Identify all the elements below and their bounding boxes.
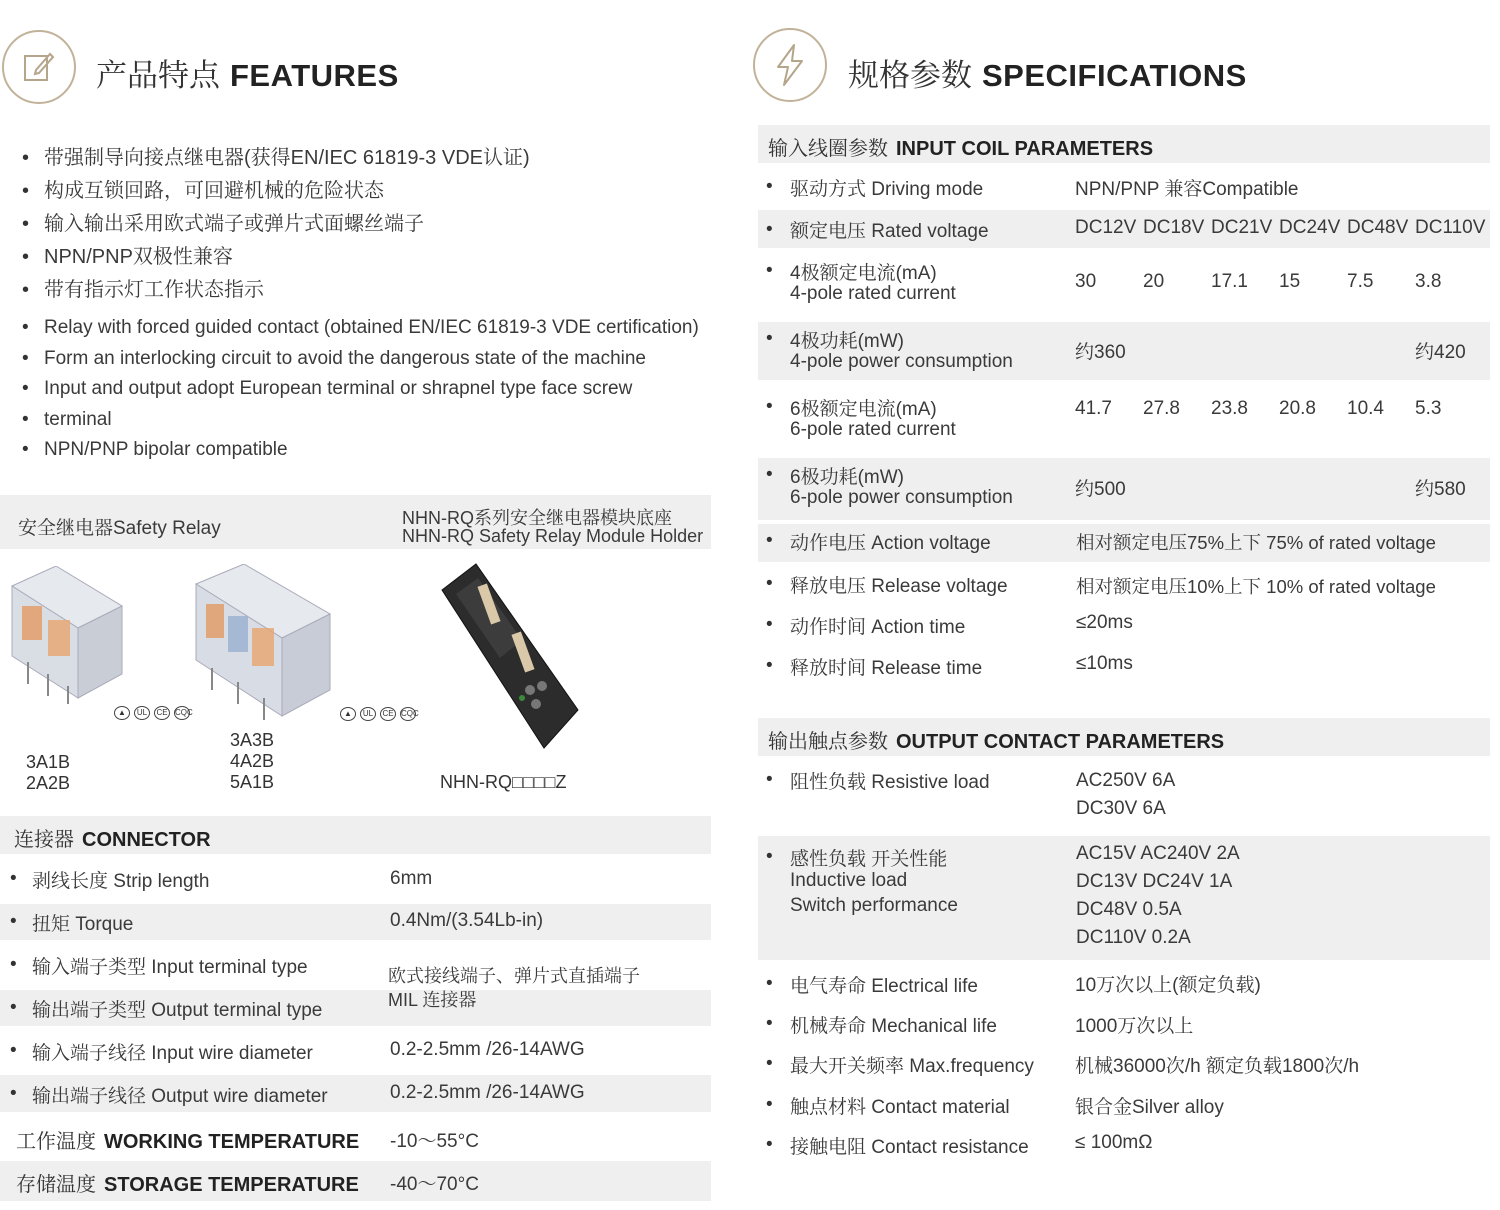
- strip-length-value: 6mm: [390, 868, 433, 889]
- input-coil-title: 输入线圈参数 INPUT COIL PARAMETERS: [768, 138, 1154, 160]
- pole4-power-label-cn: 4极功耗(mW): [790, 331, 904, 352]
- working-temp-label: 工作温度 WORKING TEMPERATURE: [16, 1131, 360, 1153]
- pole4-current-label-cn: 4极额定电流(mA): [790, 263, 937, 284]
- bullet: •: [766, 1094, 773, 1115]
- release-time-label: 释放时间 Release time: [790, 658, 983, 679]
- pole4-current-value: 30: [1075, 271, 1097, 292]
- pole6-current-label-en: 6-pole rated current: [790, 419, 956, 440]
- features-icon-ring: [2, 30, 76, 104]
- pole6-current-value: 27.8: [1143, 398, 1180, 419]
- resistive-load-value: DC30V 6A: [1076, 798, 1166, 819]
- rated-voltage-value: DC48V: [1347, 217, 1409, 238]
- max-frequency-value: 机械36000次/h 额定负载1800次/h: [1075, 1056, 1360, 1077]
- inductive-load-label-en1: Inductive load: [790, 870, 908, 891]
- bullet: •: [10, 1040, 17, 1061]
- pole6-current-value: 20.8: [1279, 398, 1316, 419]
- pole6-current-value: 10.4: [1347, 398, 1384, 419]
- pole6-power-value-a: 约500: [1075, 479, 1126, 500]
- rated-voltage-label: 额定电压 Rated voltage: [790, 221, 989, 242]
- bullet: •: [766, 328, 773, 349]
- inductive-load-value: DC13V DC24V 1A: [1076, 871, 1233, 892]
- list-item: • terminal: [18, 405, 699, 436]
- storage-temp-value: -40～70°C: [390, 1174, 479, 1195]
- resistive-load-value: AC250V 6A: [1076, 770, 1176, 791]
- pole6-power-label-cn: 6极功耗(mW): [790, 467, 904, 488]
- specs-title: 规格参数 SPECIFICATIONS: [848, 58, 1247, 93]
- bullet: •: [766, 1134, 773, 1155]
- bullet: •: [10, 954, 17, 975]
- contact-resistance-value: ≤ 100mΩ: [1075, 1132, 1153, 1153]
- cert-marks-2: ▲ UL CE CQC: [340, 707, 416, 721]
- inductive-load-value: DC48V 0.5A: [1076, 899, 1182, 920]
- bullet: •: [10, 868, 17, 889]
- list-item: • 带强制导向接点继电器(获得EN/IEC 61819-3 VDE认证): [18, 142, 530, 175]
- action-voltage-value: 相对额定电压75%上下 75% of rated voltage: [1076, 532, 1436, 553]
- pole4-power-value-a: 约360: [1075, 342, 1126, 363]
- electrical-life-label: 电气寿命 Electrical life: [790, 976, 978, 997]
- torque-label: 扭矩 Torque: [32, 914, 134, 935]
- working-temp-value: -10～55°C: [390, 1131, 479, 1152]
- bullet: •: [766, 973, 773, 994]
- release-voltage-label: 释放电压 Release voltage: [790, 576, 1008, 597]
- relay2-codes: 3A3B 4A2B 5A1B: [230, 730, 275, 792]
- relay1-codes: 3A1B 2A2B: [26, 752, 71, 793]
- input-wire-label: 输入端子线径 Input wire diameter: [32, 1043, 313, 1064]
- bullet: •: [766, 260, 773, 281]
- pole6-current-value: 23.8: [1211, 398, 1248, 419]
- bullet: •: [766, 396, 773, 417]
- inductive-load-value: DC110V 0.2A: [1076, 927, 1191, 948]
- bullet: •: [766, 846, 773, 867]
- driving-mode-value: NPN/PNP 兼容Compatible: [1075, 179, 1299, 200]
- list-item: • Relay with forced guided contact (obtained EN/IEC 61819-3 VDE certification): [18, 313, 699, 344]
- pole4-current-value: 20: [1143, 271, 1165, 292]
- bullet: •: [766, 219, 773, 240]
- release-time-value: ≤10ms: [1076, 653, 1133, 674]
- action-time-label: 动作时间 Action time: [790, 617, 966, 638]
- inductive-load-value: AC15V AC240V 2A: [1076, 843, 1240, 864]
- pole4-power-label-en: 4-pole power consumption: [790, 351, 1013, 372]
- output-terminal-label: 输出端子类型 Output terminal type: [32, 1000, 323, 1021]
- contact-resistance-label: 接触电阻 Contact resistance: [790, 1137, 1029, 1158]
- holder-label-en: NHN-RQ Safety Relay Module Holder: [402, 526, 704, 546]
- bullet: •: [766, 1053, 773, 1074]
- relay-image-1: [8, 566, 126, 706]
- list-item: • Input and output adopt European terminal or shrapnel type face screw: [18, 374, 699, 405]
- electrical-life-value: 10万次以上(额定负载): [1075, 975, 1261, 996]
- driving-mode-label: 驱动方式 Driving mode: [790, 179, 984, 200]
- relay-image-2: [192, 564, 334, 724]
- output-contact-title: 输出触点参数 OUTPUT CONTACT PARAMETERS: [768, 731, 1225, 753]
- specs-icon-ring: [753, 28, 827, 102]
- list-item: • Form an interlocking circuit to avoid the dangerous state of the machine: [18, 344, 699, 375]
- max-frequency-label: 最大开关频率 Max.frequency: [790, 1056, 1034, 1077]
- features-list-en: [18, 313, 699, 466]
- inductive-load-label-en2: Switch performance: [790, 895, 958, 916]
- bullet: •: [766, 530, 773, 551]
- pole4-current-label-en: 4-pole rated current: [790, 283, 956, 304]
- list-item: • 带有指示灯工作状态指示: [18, 274, 530, 307]
- holder-code: NHN-RQ□□□□Z: [440, 772, 567, 792]
- bullet: •: [10, 1083, 17, 1104]
- holder-image: [438, 560, 584, 752]
- cert-marks-1: ▲ UL CE CQC: [114, 706, 190, 720]
- list-item: • 构成互锁回路，可回避机械的危险状态: [18, 175, 530, 208]
- bullet: •: [766, 1013, 773, 1034]
- rated-voltage-value: DC110V: [1415, 217, 1486, 238]
- bullet: •: [10, 997, 17, 1018]
- edit-icon: [19, 47, 59, 87]
- pole6-power-value-b: 约580: [1415, 479, 1466, 500]
- bullet: •: [766, 464, 773, 485]
- mechanical-life-label: 机械寿命 Mechanical life: [790, 1016, 997, 1037]
- action-voltage-label: 动作电压 Action voltage: [790, 533, 991, 554]
- pole6-current-value: 41.7: [1075, 398, 1112, 419]
- pole6-power-label-en: 6-pole power consumption: [790, 487, 1013, 508]
- features-list-cn: [18, 142, 530, 307]
- contact-material-label: 触点材料 Contact material: [790, 1097, 1010, 1118]
- rated-voltage-value: DC24V: [1279, 217, 1341, 238]
- output-wire-label: 输出端子线径 Output wire diameter: [32, 1086, 328, 1107]
- pole4-current-value: 15: [1279, 271, 1301, 292]
- safety-relay-label: 安全继电器Safety Relay: [18, 518, 221, 539]
- storage-temp-label: 存储温度 STORAGE TEMPERATURE: [16, 1174, 359, 1196]
- holder-label-cn: NHN-RQ系列安全继电器模块底座: [402, 508, 672, 528]
- torque-value: 0.4Nm/(3.54Lb-in): [390, 910, 544, 931]
- contact-material-value: 银合金Silver alloy: [1075, 1097, 1224, 1118]
- pole6-current-label-cn: 6极额定电流(mA): [790, 399, 937, 420]
- bullet: •: [766, 655, 773, 676]
- pole4-current-value: 3.8: [1415, 271, 1442, 292]
- action-time-value: ≤20ms: [1076, 612, 1133, 633]
- mechanical-life-value: 1000万次以上: [1075, 1016, 1194, 1037]
- pole6-current-value: 5.3: [1415, 398, 1442, 419]
- release-voltage-value: 相对额定电压10%上下 10% of rated voltage: [1076, 576, 1436, 597]
- inductive-load-label-cn: 感性负载 开关性能: [790, 849, 948, 870]
- output-wire-value: 0.2-2.5mm /26-14AWG: [390, 1082, 585, 1103]
- output-terminal-value: MIL 连接器: [388, 990, 477, 1010]
- list-item: • NPN/PNP双极性兼容: [18, 241, 530, 274]
- rated-voltage-value: DC18V: [1143, 217, 1205, 238]
- bullet: •: [10, 911, 17, 932]
- pole4-current-value: 17.1: [1211, 271, 1248, 292]
- bullet: •: [766, 176, 773, 197]
- rated-voltage-value: DC21V: [1211, 217, 1273, 238]
- resistive-load-label: 阻性负载 Resistive load: [790, 772, 990, 793]
- input-terminal-value: 欧式接线端子、弹片式直插端子: [388, 966, 640, 986]
- bullet: •: [766, 614, 773, 635]
- features-title: 产品特点 FEATURES: [96, 58, 399, 93]
- pole4-current-value: 7.5: [1347, 271, 1374, 292]
- rated-voltage-value: DC12V: [1075, 217, 1137, 238]
- input-wire-value: 0.2-2.5mm /26-14AWG: [390, 1039, 585, 1060]
- lightning-icon: [770, 43, 810, 87]
- input-terminal-label: 输入端子类型 Input terminal type: [32, 957, 308, 978]
- list-item: • NPN/PNP bipolar compatible: [18, 435, 699, 466]
- connector-title: 连接器 CONNECTOR: [14, 829, 211, 851]
- bullet: •: [766, 769, 773, 790]
- strip-length-label: 剥线长度 Strip length: [32, 871, 210, 892]
- pole4-power-value-b: 约420: [1415, 342, 1466, 363]
- list-item: • 输入输出采用欧式端子或弹片式面螺丝端子: [18, 208, 530, 241]
- bullet: •: [766, 573, 773, 594]
